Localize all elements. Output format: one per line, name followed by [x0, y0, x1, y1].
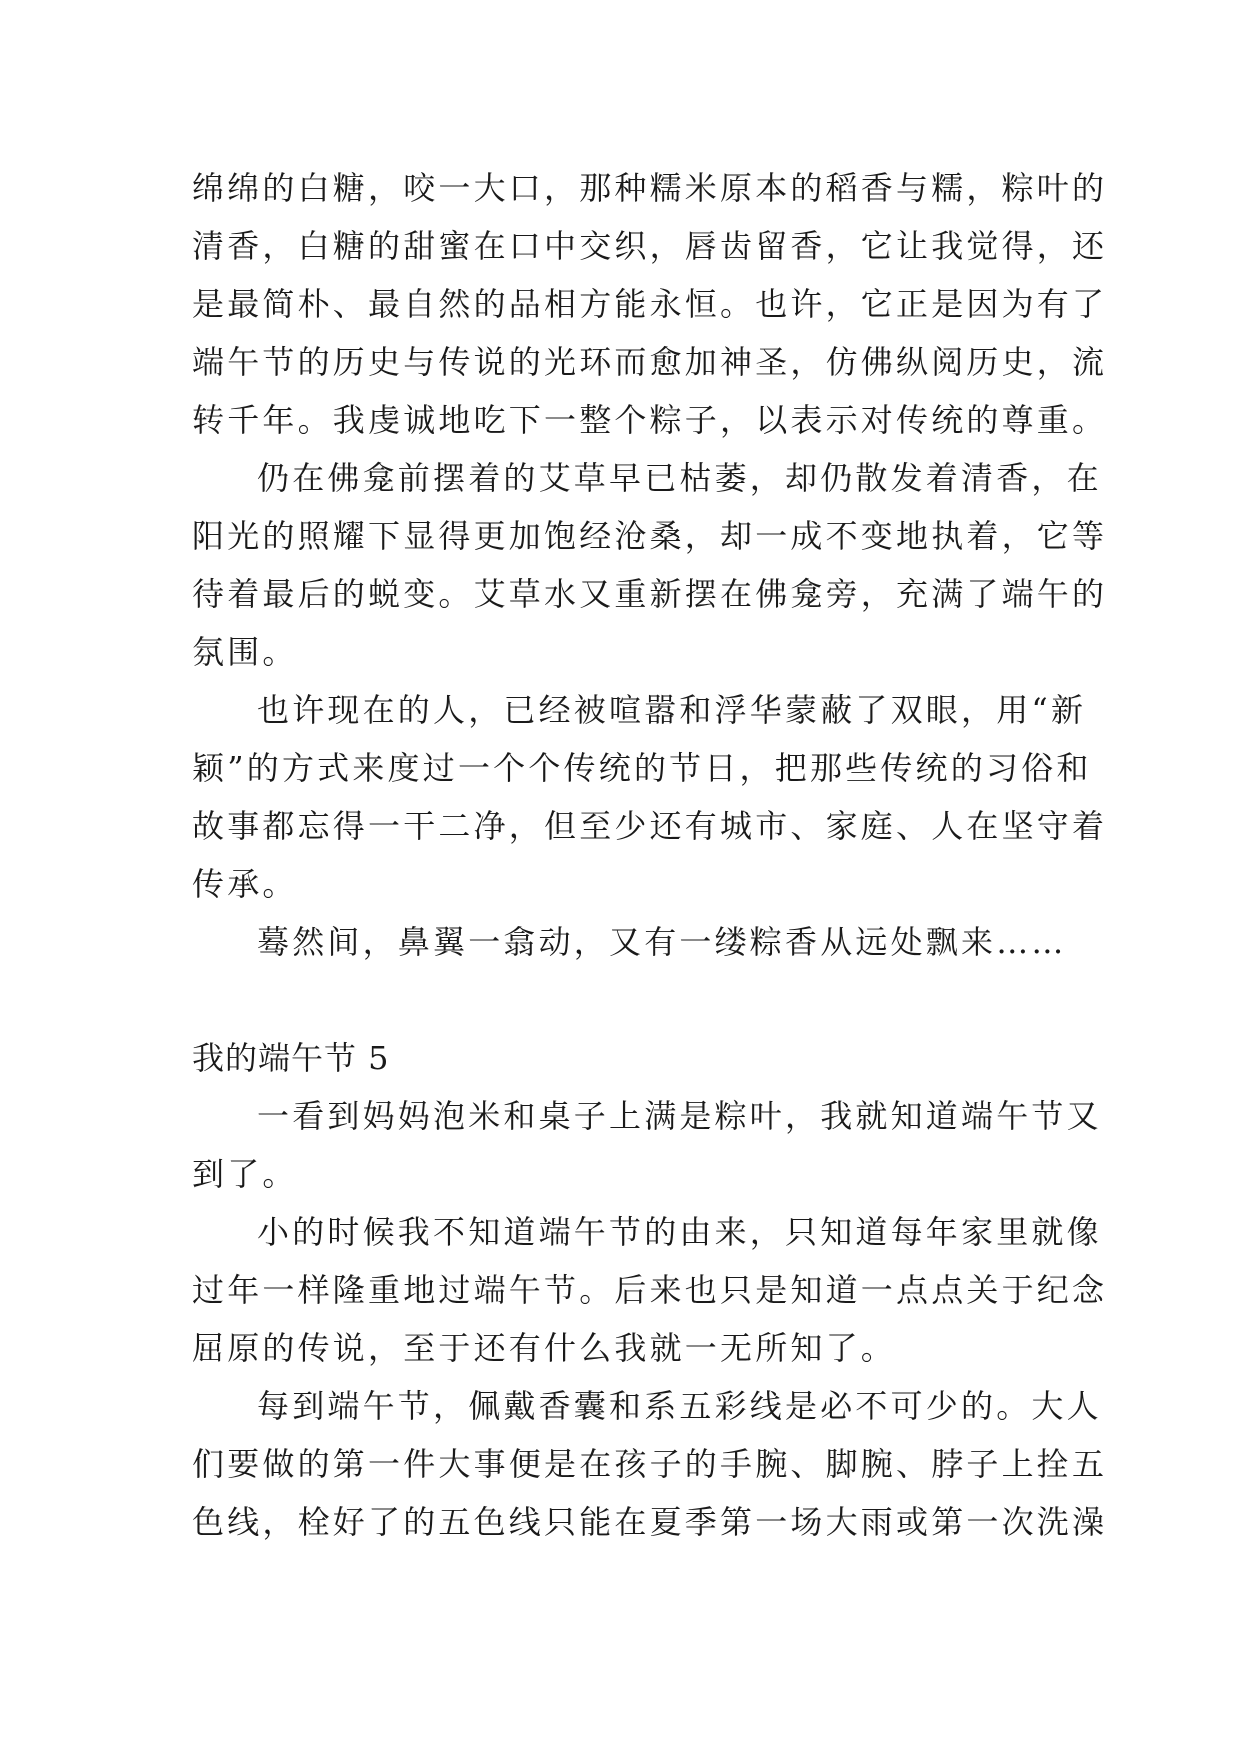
section-heading: 我的端午节 5: [192, 1039, 390, 1077]
paragraph-first-line: 仍在佛龛前摆着的艾草早已枯萎，却仍散发着清香，在: [257, 459, 1102, 497]
text-line: 阳光的照耀下显得更加饱经沧桑，却一成不变地执着，它等: [192, 517, 1108, 555]
text-line: 氛围。: [192, 633, 298, 671]
text-line: 故事都忘得一干二净，但至少还有城市、家庭、人在坚守着: [192, 807, 1108, 845]
paragraph-first-line: 小的时候我不知道端午节的由来，只知道每年家里就像: [257, 1213, 1102, 1251]
paragraph-first-line: 蓦然间，鼻翼一翕动，又有一缕粽香从远处飘来……: [257, 923, 1067, 961]
text-line: 们要做的第一件大事便是在孩子的手腕、脚腕、脖子上拴五: [192, 1445, 1108, 1483]
text-line: 过年一样隆重地过端午节。后来也只是知道一点点关于纪念: [192, 1271, 1108, 1309]
text-line: 到了。: [192, 1155, 298, 1193]
text-line: 端午节的历史与传说的光环而愈加神圣，仿佛纵阅历史，流: [192, 343, 1108, 381]
text-line: 屈原的传说，至于还有什么我就一无所知了。: [192, 1329, 897, 1367]
paragraph-first-line: 也许现在的人，已经被喧嚣和浮华蒙蔽了双眼，用“新: [257, 691, 1087, 729]
text-line: 颖”的方式来度过一个个传统的节日，把那些传统的习俗和: [192, 749, 1092, 787]
text-line: 待着最后的蜕变。艾草水又重新摆在佛龛旁，充满了端午的: [192, 575, 1108, 613]
paragraph-first-line: 每到端午节，佩戴香囊和系五彩线是必不可少的。大人: [257, 1387, 1102, 1425]
paragraph-first-line: 一看到妈妈泡米和桌子上满是粽叶，我就知道端午节又: [257, 1097, 1102, 1135]
text-line: 色线，栓好了的五色线只能在夏季第一场大雨或第一次洗澡: [192, 1503, 1108, 1541]
text-line: 传承。: [192, 865, 298, 903]
text-line: 转千年。我虔诚地吃下一整个粽子，以表示对传统的尊重。: [192, 401, 1108, 439]
text-line: 是最简朴、最自然的品相方能永恒。也许，它正是因为有了: [192, 285, 1108, 323]
text-line: 清香，白糖的甜蜜在口中交织，唇齿留香，它让我觉得，还: [192, 227, 1108, 265]
text-line: 绵绵的白糖，咬一大口，那种糯米原本的稻香与糯，粽叶的: [192, 169, 1108, 207]
